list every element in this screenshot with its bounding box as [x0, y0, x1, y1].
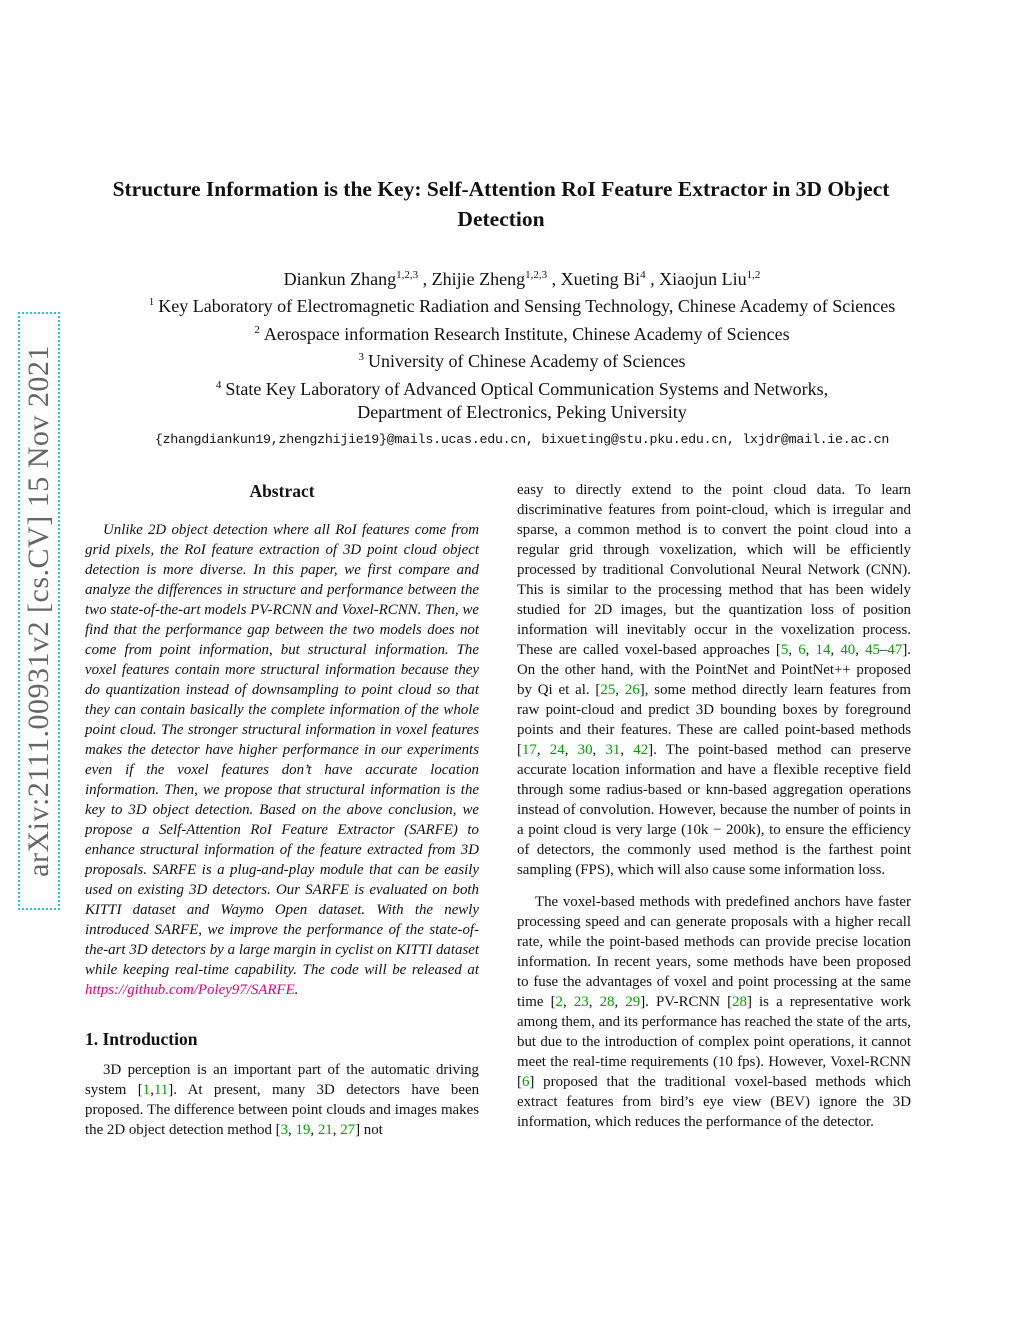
author-affiliation-mark: 4 [640, 269, 646, 281]
citation-link[interactable]: 24 [549, 742, 565, 758]
affiliation-line [96, 291, 948, 318]
citation-link[interactable]: 47 [887, 642, 903, 658]
author-affiliation-mark: 1,2,3 [396, 269, 419, 281]
citation-link[interactable]: 19 [295, 1122, 311, 1138]
affiliation-number: 3 [358, 351, 365, 364]
author-list: Diankun Zhang$^{1,2,3}$ , Zhijie Zheng$^{1,2,3}$ , Xueting Bi$^4$ , Xiaojun Liu$^{1,2}$ [283, 269, 761, 289]
citation-link[interactable]: 30 [577, 742, 593, 758]
affiliation-number: 4 [215, 378, 222, 391]
paper-title: Structure Information is the Key: Self-Attention RoI Feature Extractor in 3D Object Detection [112, 177, 890, 231]
text-run: 3D perception is an important part of the automatic driving system [ [85, 1062, 479, 1098]
arxiv-identifier[interactable]: arXiv:2111.00931v2 [cs.CV] 15 Nov 2021 [22, 345, 55, 877]
affiliation-text: Key Laboratory of Electromagnetic Radiation and Sensing Technology, Chinese Academy of Sciences [158, 296, 896, 317]
affiliation-number: 2 [254, 323, 260, 336]
author-affiliation-mark: 1,2,3 [525, 269, 548, 281]
right-column [517, 480, 911, 1132]
text-run: ] proposed that the traditional voxel-based methods which extract features from bird’s eye view (BEV) ignore the 3D information, which reduces the performance of the detector. [517, 1074, 911, 1130]
citation-link[interactable]: 28 [732, 994, 747, 1010]
text-run: ]. On the other hand, with the PointNet and PointNet++ proposed by Qi et al. [ [517, 642, 911, 698]
abstract-end: . [294, 982, 299, 998]
intro-paragraph: The voxel-based methods with predefined anchors have faster processing speed and can generate proposals with a higher recall rate, while the point-based methods can provide precise location information. In recent years, some methods have been proposed to fuse the advantages of voxel and point processing at the same time [2, 23, 28, 29]. PV-RCNN [28] is a representative work among them, and its performance has reached the state of the arts, but due to the introduction of complex point operations, it cannot meet the real-time requirements (10 fps). However, Voxel-RCNN [6] proposed that the traditional voxel-based methods which extract features from bird’s eye view (BEV) ignore the 3D information, which reduces the performance of the detector. [517, 894, 912, 1130]
intro-paragraph: 3D perception is an important part of the automatic driving system [1,11]. At present, many 3D detectors have been proposed. The difference between point clouds and images makes the 2D object detection method [3, 19, 21, 27] not [85, 1062, 480, 1138]
section-heading-introduction: 1. Introduction [85, 1029, 198, 1049]
citation-link[interactable]: 17 [521, 742, 537, 758]
citation-link[interactable]: 27 [340, 1122, 356, 1138]
author-name: Zhijie Zheng [431, 269, 526, 289]
text-run: ] is a representative work among them, and its performance has reached the state of the arts, but due to the introduction of complex point operations, it cannot meet the real-time requirements (10 fps). However, Voxel-RCNN [ [517, 994, 912, 1090]
text-run: ]. PV-RCNN [ [640, 994, 733, 1010]
citation-link[interactable]: 14 [815, 642, 831, 658]
text-run: ], some method directly learn features from raw point-cloud and predict 3D bounding boxes by foreground points and their features. These are called point-based methods [ [517, 682, 911, 758]
citation-link[interactable]: 31 [605, 742, 621, 758]
affiliation-text: University of Chinese Academy of Sciences [368, 351, 686, 372]
author-block [96, 268, 948, 452]
affiliation-line [96, 374, 948, 401]
abstract-body: Unlike 2D object detection where all RoI features come from grid pixels, the RoI feature extraction of 3D point cloud object detection is more diverse. In this paper, we first compare and analyze the differences in structure and performance between the two state-of-the-art models PV-RCNN and Voxel-RCNN. Then, we find that the performance gap between the two models does not come from point information, but structural information. The voxel features contain more structural information because they do quantization instead of downsampling to point cloud so that they can contain basically the complete information of the whole point cloud. The stronger structural information in voxel features makes the detector have higher performance in our experiments even if the voxel features don’t have accurate location information. Then, we propose that structural information is the key to 3D object detection. Based on the above conclusion, we propose a Self-Attention RoI Feature Extractor (SARFE) to enhance structural information of the feature extracted from 3D proposals. SARFE is a plug-and-play module that can be easily used on existing 3D detectors. Our SARFE is evaluated on both KITTI dataset and Waymo Open dataset. With the newly introduced SARFE, we improve the performance of the state-of-the-art 3D detectors by a large margin in cyclist on KITTI dataset while keeping real-time capability. The code will be released at [85, 522, 479, 978]
abstract-heading: Abstract [249, 481, 315, 501]
citation-link[interactable]: 21 [317, 1122, 333, 1138]
intro-paragraph-continued: easy to directly extend to the point cloud data. To learn discriminative features from point-cloud, which is irregular and sparse, a common method is to convert the point cloud into a regular grid through voxelization, which will be efficiently processed by traditional Convolutional Neural Network (CNN). This is similar to the processing method that has been widely studied for 2D images, but the quantization loss of position information will inevitably occur in the voxelization process. These are called voxel-based approaches [5, 6, 14, 40, 45–47]. On the other hand, with the PointNet and PointNet++ proposed by Qi et al. [25, 26], some method directly learn features from raw point-cloud and predict 3D bounding boxes by foreground points and their features. These are called point-based methods [17, 24, 30, 31, 42]. The point-based method can preserve accurate location information and have a flexible receptive field through some radius-based or knn-based aggregation operations instead of convolution. However, because the number of points in a point cloud is very large (10k − 200k), to ensure the efficiency of detectors, the commonly used method is the farthest point sampling (FPS), which will also cause some information loss. [517, 482, 911, 878]
left-column [85, 480, 479, 1140]
arxiv-sidebar [0, 0, 64, 1325]
code-link[interactable]: https://github.com/Poley97/SARFE [85, 982, 295, 998]
text-run: ]. The point-based method can preserve accurate location information and have a flexible receptive field through some radius-based or knn-based aggregation operations instead of convolution. However, because the number of points in a point cloud is very large (10k − 200k), to ensure the efficiency of detectors, the commonly used method is the farthest point sampling (FPS), which will also cause some information loss. [517, 742, 911, 878]
citation-link[interactable]: 2 [555, 994, 563, 1010]
citation-link[interactable]: 45 [865, 642, 880, 658]
text-run: ]. At present, many 3D detectors have been proposed. The difference between point clouds and images makes the 2D object detection method [ [85, 1082, 480, 1138]
citation-link[interactable]: 6 [798, 642, 806, 658]
text-run: The voxel-based methods with predefined anchors have faster processing speed and can generate proposals with a higher recall rate, while the point-based methods can provide precise location information. In recent years, some methods have been proposed to fuse the advantages of voxel and point processing at the same time [ [517, 894, 911, 1010]
citation-link[interactable]: 23 [573, 994, 589, 1010]
citation-link[interactable]: 6 [521, 1074, 530, 1090]
author-name: Diankun Zhang [283, 269, 397, 289]
affiliation-line [96, 346, 948, 373]
text-run: ] not [355, 1122, 383, 1138]
abstract-text [85, 520, 479, 1000]
affiliation-text: State Key Laboratory of Advanced Optical Communication Systems and Networks, [225, 378, 829, 399]
citation-link[interactable]: 26 [624, 682, 640, 698]
author-affiliation-mark: 1,2 [746, 269, 761, 281]
author-name: Xiaojun Liu [659, 269, 747, 289]
citation-link[interactable]: 42 [633, 742, 649, 758]
text-run: easy to directly extend to the point cloud data. To learn discriminative features from point-cloud, which is irregular and sparse, a common method is to convert the point cloud into a regular grid through voxelization, which will be efficiently processed by traditional Convolutional Neural Network (CNN). This is similar to the processing method that has been widely studied for 2D images, but the quantization loss of position information will inevitably occur in the voxelization process. These are called voxel-based approaches [ [517, 482, 911, 658]
text-run: , [150, 1082, 154, 1098]
citation-link[interactable]: 11 [153, 1082, 169, 1098]
author-name: Xueting Bi [560, 269, 641, 289]
citation-link[interactable]: 29 [625, 994, 641, 1010]
author-emails[interactable]: {zhangdiankun19,zhengzhijie19}@mails.ucas.edu.cn, bixueting@stu.pku.edu.cn, lxjdr@mail.ie.ac.cn [154, 432, 890, 448]
affiliation-line-continued: Department of Electronics, Peking University [357, 402, 687, 423]
citation-link[interactable]: 5 [780, 642, 789, 658]
affiliation-number: 1 [148, 296, 155, 309]
citation-link[interactable]: 25 [600, 682, 616, 698]
affiliation-text: Aerospace information Research Institute, Chinese Academy of Sciences [263, 323, 790, 344]
citation-link[interactable]: 40 [840, 642, 856, 658]
citation-link[interactable]: 1 [142, 1082, 151, 1098]
citation-link[interactable]: 28 [599, 994, 615, 1010]
affiliation-line [96, 319, 948, 346]
citation-link[interactable]: 3 [280, 1122, 289, 1138]
